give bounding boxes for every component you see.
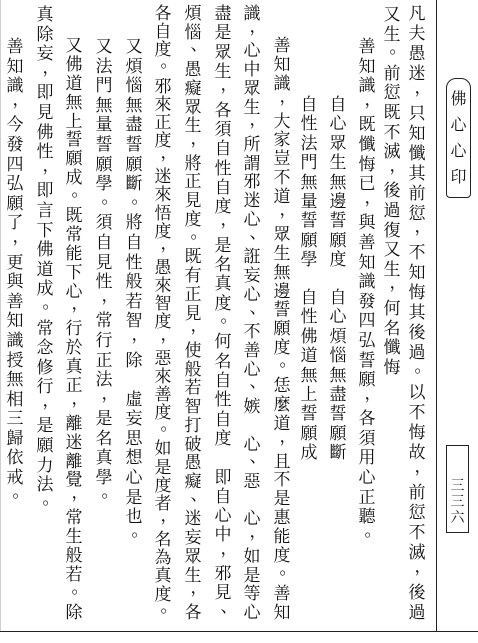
running-head-title: 佛 心 心 印 [446, 78, 471, 198]
page-number-box [446, 445, 469, 533]
text-column: 又 法 門 無 量 誓 願 學 。 須 自 見 性 ， 常 行 正 法 ， 是 名 真 學 。 [95, 37, 119, 502]
bottom-rule [0, 631, 478, 632]
page-number: 三 三 六 [450, 478, 465, 526]
text-column: 善 知 識 ， 今 發 四 弘 願 了 ， 更 與 善 知 識 授 無 相 三 歸 依 戒 。 [6, 37, 30, 502]
margin-rule [436, 0, 437, 632]
text-column: 煩 惱 、 愚 癡 眾 生 ， 將 正 見 度 。 既 有 正 見 ， 使 般 若 智 打 破 愚 癡 、 迷 妄 眾 生 ， 各 [184, 4, 208, 623]
vow-line: 自 心 煩 惱 無 盡 誓 願 斷 [329, 288, 347, 464]
text-column: 識 ， 心 中 眾 生 ， 所 謂 邪 迷 心 、 誑 妄 心 、 不 善 心 、 嫉 心 、 惡 心 ， 如 是 等 心 [243, 4, 267, 623]
text-column: 善 知 識 ， 大 家 豈 不 道 ， 眾 生 無 邊 誓 願 度 。 恁 麼 道 ， 且 不 是 惠 能 度 。 善 知 [273, 36, 297, 623]
vow-line: 自 性 法 門 無 量 誓 願 學 [300, 95, 318, 271]
left-edge-rule [0, 0, 1, 632]
vow-line: 自 性 佛 道 無 上 誓 願 成 [300, 288, 318, 464]
text-column: 真 除 妄 ， 即 見 佛 性 ， 即 言 下 佛 道 成 。 常 念 修 行 ， 是 願 力 法 。 [36, 5, 60, 509]
text-column: 盡 是 眾 生 ， 各 須 自 性 自 度 ， 是 名 真 度 。 何 名 自 性 自 度 即 自 心 中 ， 邪 見 、 [214, 4, 238, 617]
text-column: 又 佛 道 無 上 誓 願 成 。 既 常 能 下 心 ， 行 於 真 正 ， 離 迷 離 覺 ， 常 生 般 若 。 除 [65, 36, 89, 623]
text-column: 善 知 識 ， 既 懺 悔 已 ， 與 善 知 識 發 四 弘 誓 願 ， 各 須 用 心 正 聽 。 [358, 37, 382, 541]
text-column: 又 煩 惱 無 盡 誓 願 斷 。 將 自 性 般 若 智 ， 除 虛 妄 思 想 心 是 也 。 [125, 37, 149, 541]
vow-column [327, 0, 349, 620]
text-column: 凡 夫 愚 迷 ， 只 知 懺 其 前 愆 ， 不 知 悔 其 後 過 。 以 不 悔 故 ， 前 愆 不 滅 ， 後 過 [408, 4, 432, 623]
vow-column [298, 0, 320, 620]
text-column: 各 自 度 。 邪 來 正 度 ， 迷 來 悟 度 ， 愚 來 智 度 ， 惡 來 善 度 。 如 是 度 者 ， 名 為 真 度 。 [154, 4, 178, 617]
vow-line: 自 心 眾 生 無 邊 誓 願 度 [329, 95, 347, 271]
text-column: 又 生 。 前 愆 既 不 滅 ， 後 過 復 又 生 ， 何 名 懺 悔 [383, 5, 407, 378]
